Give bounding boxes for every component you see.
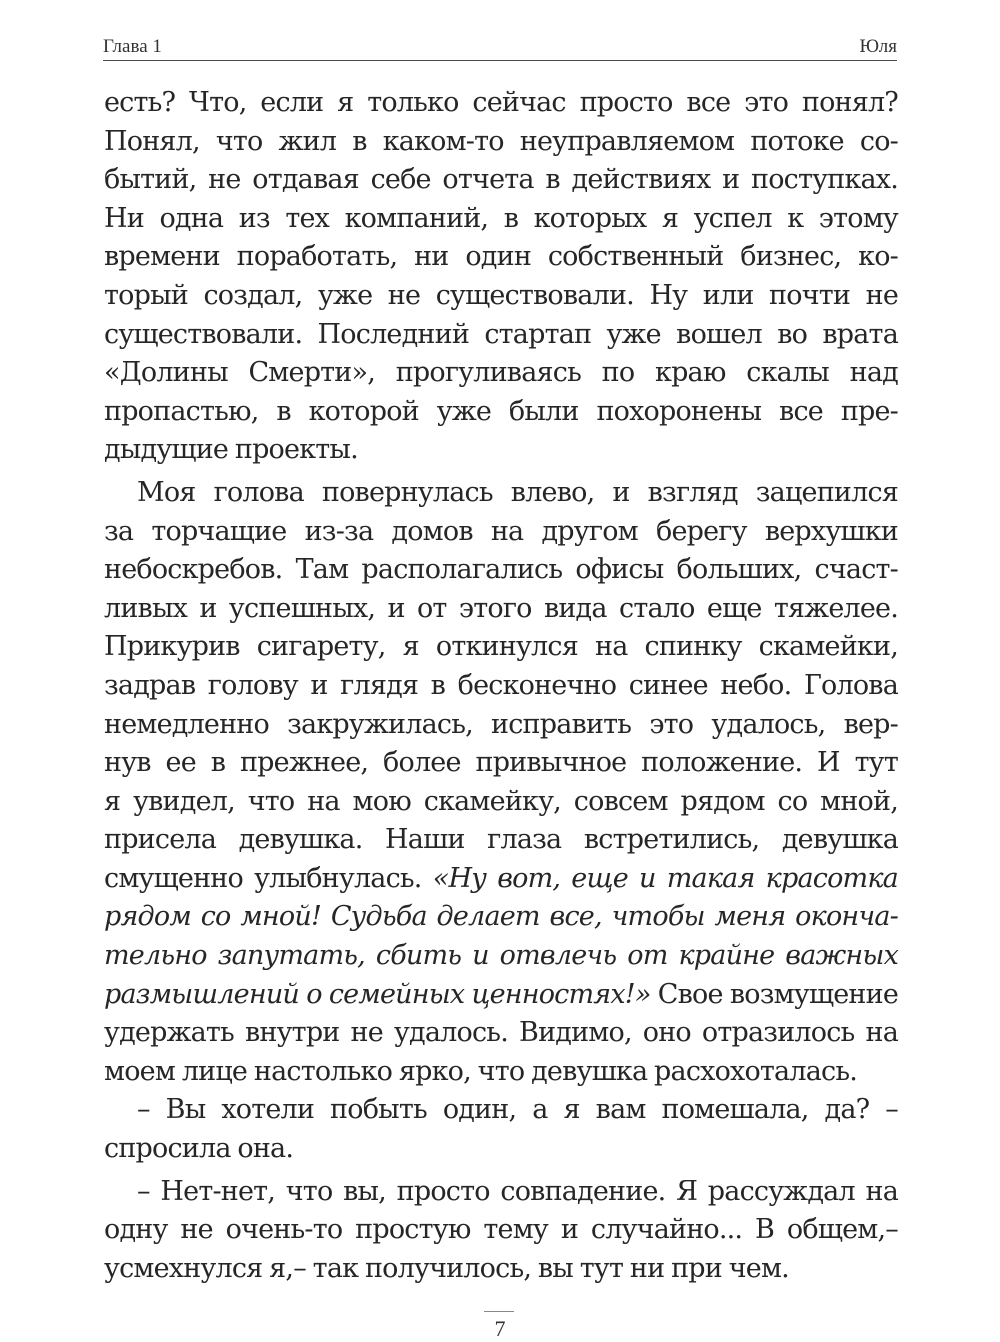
plain-text: смущенно улыбнулась. — [104, 862, 433, 894]
text-line: спросила она. — [104, 1133, 294, 1165]
text-line: Моя голова повернулась влево, и взгляд зацепился — [137, 476, 898, 508]
italic-quote: рядом со мной! Судьба делает все, чтобы меня оконча- — [104, 901, 898, 933]
text-line: – Нет-нет, что вы, просто совпадение. Я рассуждал на — [137, 1175, 898, 1207]
text-line: «Долины Смерти», прогуливаясь по краю скалы над — [104, 357, 898, 389]
running-header — [103, 34, 897, 61]
text-line: за торчащие из-за домов на другом берегу верхушки — [104, 515, 898, 547]
text-line: одну не очень-то простую тему и случайно... В общем,– — [104, 1214, 898, 1246]
text-line: ливых и успешных, и от этого вида стало еще тяжелее. — [104, 592, 898, 624]
text-line: – Вы хотели побыть один, а я вам помешала, да? – — [137, 1094, 898, 1126]
text-line: небоскребов. Там располагались офисы больших, счаст- — [104, 554, 898, 586]
text-line: немедленно закружилась, исправить это удалось, вер- — [104, 708, 898, 740]
section-title: Юля — [859, 36, 897, 57]
page-body — [104, 84, 898, 1288]
text-line: есть? Что, если я только сейчас просто все это понял? — [104, 87, 898, 118]
text-line: времени поработать, ни один собственный бизнес, ко- — [104, 241, 898, 273]
italic-quote: размышлений о семейных ценностях!» — [104, 978, 651, 1010]
text-line: я увидел, что на мою скамейку, совсем рядом со мной, — [104, 785, 898, 817]
text-line: торый создал, уже не существовали. Ну или почти не — [104, 279, 898, 311]
text-line: нув ее в прежнее, более привычное положение. И тут — [104, 747, 898, 779]
chapter-label: Глава 1 — [103, 36, 162, 57]
text-line: Прикурив сигарету, я откинулся на спинку скамейки, — [104, 631, 898, 663]
text-line: моем лице настолько ярко, что девушка расхохоталась. — [104, 1055, 858, 1087]
footer-rule — [484, 1311, 514, 1312]
page-number: 7 — [494, 1316, 506, 1341]
text-line — [104, 937, 898, 976]
text-line: дыдущие проекты. — [104, 434, 358, 466]
text-line: усмехнулся я,– так получилось, вы тут ни при чем. — [104, 1252, 789, 1284]
italic-quote: тельно запутать, сбить и отвлечь от крайне важных — [104, 940, 898, 972]
text-line: существовали. Последний стартап уже вошел во врата — [104, 318, 898, 350]
text-line: бытий, не отдавая себе отчета в действиях и поступках. — [104, 164, 898, 196]
text-line: Понял, что жил в каком-то неуправляемом потоке со- — [104, 125, 898, 157]
text-line: Ни одна из тех компаний, в которых я успел к этому — [104, 202, 898, 234]
italic-quote: «Ну вот, еще и такая красотка — [432, 862, 898, 894]
text-line: задрав голову и глядя в бесконечно синее небо. Голова — [104, 669, 898, 701]
plain-text: Свое возмущение — [650, 978, 899, 1010]
text-line — [104, 976, 898, 1015]
text-line: присела девушка. Наши глаза встретились, девушка — [104, 824, 898, 856]
text-line: пропастью, в которой уже были похоронены все пре- — [104, 395, 898, 427]
text-line: удержать внутри не удалось. Видимо, оно отразилось на — [104, 1017, 898, 1049]
text-line — [104, 898, 898, 937]
text-line — [104, 860, 898, 899]
